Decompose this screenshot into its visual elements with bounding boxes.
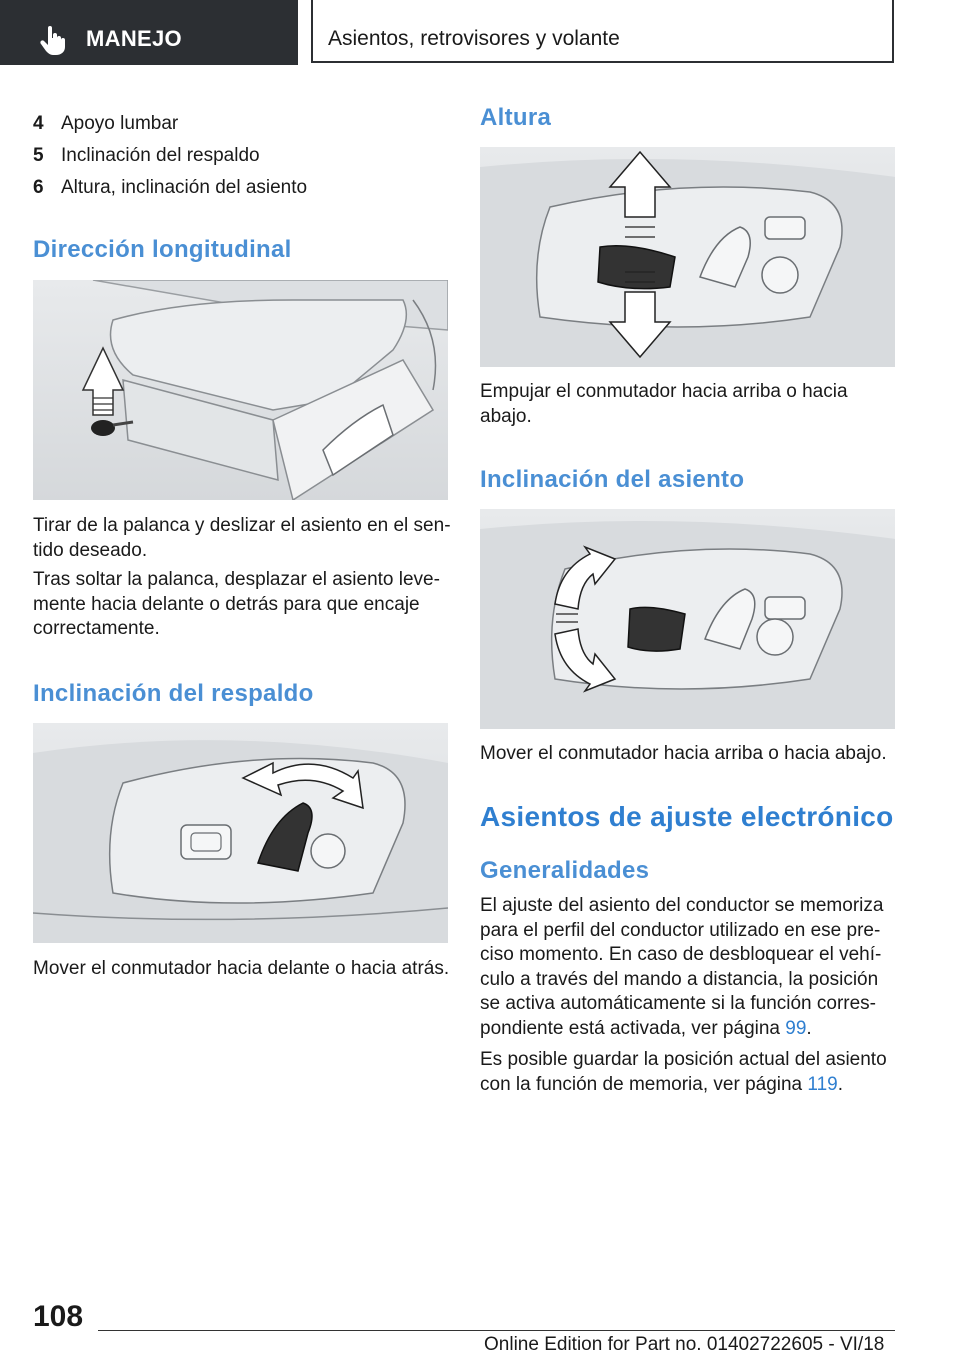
para-text: Es posible guardar la posición actual del asiento con la función de memoria, ver página <box>480 1049 887 1095</box>
heading-altura: Altura <box>480 104 552 131</box>
seat-longitudinal-illustration <box>33 280 448 500</box>
backrest-switch-illustration <box>33 723 448 943</box>
page-link-119[interactable]: 119 <box>807 1073 838 1095</box>
para-altura: Empujar el conmutador hacia arriba o hacia abajo. <box>480 381 848 427</box>
list-item <box>33 176 448 208</box>
heading-asientos-electronico: Asientos de ajuste electrónico <box>480 801 894 832</box>
heading-inclinacion-asiento: Inclinación del asiento <box>480 466 745 493</box>
list-item-number: 5 <box>33 145 44 166</box>
parts-list <box>33 112 448 208</box>
para-longitudinal-1: Tirar de la palanca y deslizar el asiento en el sen-tido deseado. <box>33 515 451 561</box>
para-text: El ajuste del asiento del conductor se memoriza para el perfil del conductor utilizado en ese pre-ciso momento. En caso de desbloquear el vehí-culo a través del mando a distancia, la posición se activa automáticamente si la función corres-pondiente está activada, ver página <box>480 895 884 1039</box>
height-switch-illustration <box>480 147 895 367</box>
list-item-number: 6 <box>33 177 44 198</box>
page-number: 108 <box>33 1300 84 1333</box>
list-item-label: Altura, inclinación del asiento <box>61 177 308 198</box>
chapter-title: Asientos, retrovisores y volante <box>328 27 620 50</box>
chapter-header <box>311 0 894 63</box>
hand-pointer-icon <box>40 26 66 56</box>
list-item-number: 4 <box>33 113 44 134</box>
list-item-label: Inclinación del respaldo <box>61 145 260 166</box>
para-end: . <box>837 1073 843 1095</box>
footer-edition: Online Edition for Part no. 01402722605 - VI/18 <box>484 1334 885 1355</box>
para-respaldo: Mover el conmutador hacia delante o hacia atrás. <box>33 958 450 979</box>
para-inclinacion-asiento: Mover el conmutador hacia arriba o hacia abajo. <box>480 743 887 764</box>
page-link-99[interactable]: 99 <box>785 1017 807 1039</box>
list-item-label: Apoyo lumbar <box>61 113 179 134</box>
heading-longitudinal: Dirección longitudinal <box>33 236 292 263</box>
para-end: . <box>806 1017 812 1039</box>
list-item <box>33 144 448 176</box>
footer-divider <box>98 1330 895 1331</box>
para-generalidades-1 <box>480 894 900 1041</box>
para-generalidades-2 <box>480 1048 900 1097</box>
para-longitudinal-2: Tras soltar la palanca, desplazar el asiento leve-mente hacia delante o detrás para que encaje correctamente. <box>33 569 440 639</box>
list-item <box>33 112 448 144</box>
section-label: MANEJO <box>86 26 182 51</box>
heading-respaldo: Inclinación del respaldo <box>33 680 314 707</box>
header-section-tab <box>0 0 298 65</box>
seat-tilt-switch-illustration <box>480 509 895 729</box>
heading-generalidades: Generalidades <box>480 857 650 884</box>
